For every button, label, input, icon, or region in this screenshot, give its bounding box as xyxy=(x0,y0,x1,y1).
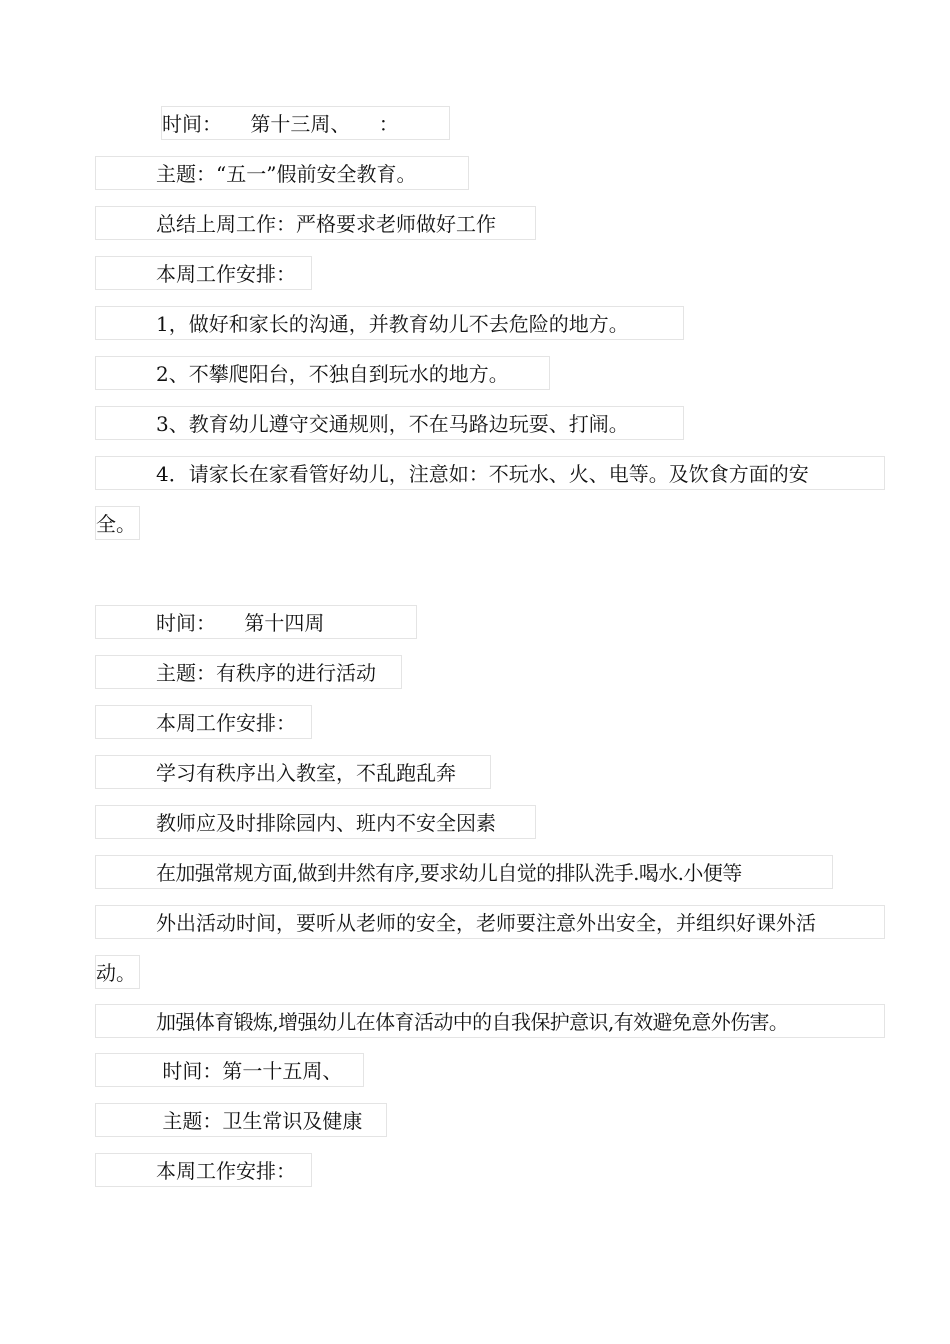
week14-item-4: 外出活动时间，要听从老师的安全，老师要注意外出安全，并组织好课外活 xyxy=(95,905,885,939)
week13-time-line: 时间： 第十三周、 ： xyxy=(161,106,450,140)
week13-theme-line: 主题：“五一”假前安全教育。 xyxy=(95,156,469,190)
week13-item-4-continued: 全。 xyxy=(95,506,140,540)
week13-item-4: 4．请家长在家看管好幼儿，注意如：不玩水、火、电等。及饮食方面的安 xyxy=(95,456,885,490)
week14-item-1: 学习有秩序出入教室，不乱跑乱奔 xyxy=(95,755,491,789)
week14-arrangement-heading: 本周工作安排： xyxy=(95,705,312,739)
week14-theme-line: 主题：有秩序的进行活动 xyxy=(95,655,402,689)
week13-summary-line: 总结上周工作：严格要求老师做好工作 xyxy=(95,206,536,240)
week15-arrangement-heading: 本周工作安排： xyxy=(95,1153,312,1187)
week14-item-2: 教师应及时排除园内、班内不安全因素 xyxy=(95,805,536,839)
week13-item-2: 2、不攀爬阳台，不独自到玩水的地方。 xyxy=(95,356,550,390)
week14-item-3: 在加强常规方面,做到井然有序,要求幼儿自觉的排队洗手.喝水.小便等 xyxy=(95,855,833,889)
week14-time-line: 时间： 第十四周 xyxy=(95,605,417,639)
week14-item-4-continued: 动。 xyxy=(95,955,140,989)
week15-time-line: 时间：第一十五周、 xyxy=(95,1053,364,1087)
week13-arrangement-heading: 本周工作安排： xyxy=(95,256,312,290)
week13-item-3: 3、教育幼儿遵守交通规则，不在马路边玩耍、打闹。 xyxy=(95,406,684,440)
week13-item-1: 1，做好和家长的沟通，并教育幼儿不去危险的地方。 xyxy=(95,306,684,340)
week14-item-5: 加强体育锻炼,增强幼儿在体育活动中的自我保护意识,有效避免意外伤害。 xyxy=(95,1004,885,1038)
week15-theme-line: 主题：卫生常识及健康 xyxy=(95,1103,387,1137)
